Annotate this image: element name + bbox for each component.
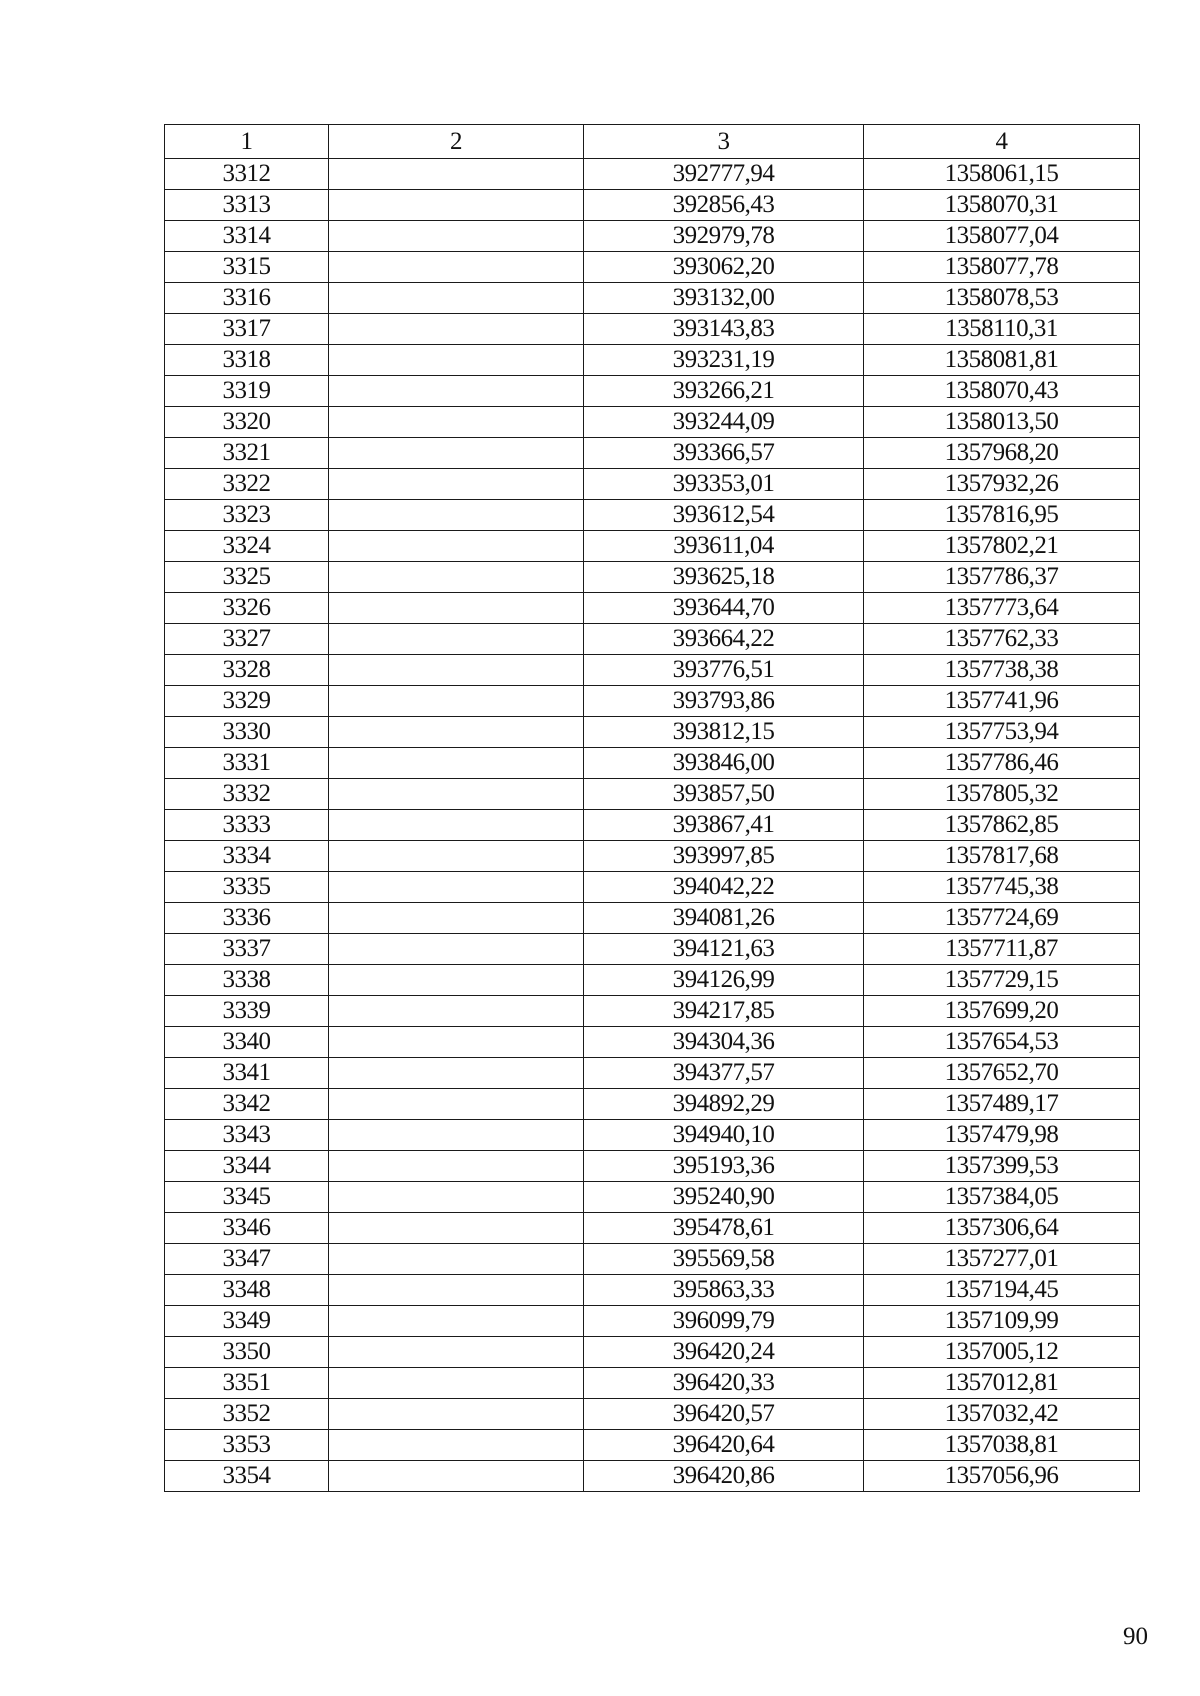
point-number-cell: 3316 <box>165 283 329 314</box>
table-row <box>165 1027 1140 1058</box>
coordinate-x-cell: 393793,86 <box>584 686 864 717</box>
column-2-cell <box>329 438 584 469</box>
coordinate-y-cell: 1358077,78 <box>864 252 1140 283</box>
coordinate-x-cell: 395863,33 <box>584 1275 864 1306</box>
coordinate-y-cell: 1358013,50 <box>864 407 1140 438</box>
point-number-cell: 3333 <box>165 810 329 841</box>
coordinate-y-cell: 1357012,81 <box>864 1368 1140 1399</box>
point-number-cell: 3334 <box>165 841 329 872</box>
table-row <box>165 965 1140 996</box>
coordinate-y-cell: 1357194,45 <box>864 1275 1140 1306</box>
coordinate-y-cell: 1357724,69 <box>864 903 1140 934</box>
table-row <box>165 810 1140 841</box>
column-2-cell <box>329 283 584 314</box>
coordinate-x-cell: 393366,57 <box>584 438 864 469</box>
column-2-cell <box>329 810 584 841</box>
column-2-cell <box>329 624 584 655</box>
table-row <box>165 903 1140 934</box>
coordinate-y-cell: 1357862,85 <box>864 810 1140 841</box>
table-row <box>165 1337 1140 1368</box>
coordinate-x-cell: 393846,00 <box>584 748 864 779</box>
coordinate-x-cell: 393143,83 <box>584 314 864 345</box>
coordinate-y-cell: 1357711,87 <box>864 934 1140 965</box>
column-header-3: 3 <box>584 125 864 159</box>
coordinate-y-cell: 1358078,53 <box>864 283 1140 314</box>
coordinate-x-cell: 394217,85 <box>584 996 864 1027</box>
column-2-cell <box>329 1244 584 1275</box>
column-2-cell <box>329 1213 584 1244</box>
point-number-cell: 3324 <box>165 531 329 562</box>
point-number-cell: 3351 <box>165 1368 329 1399</box>
coordinate-x-cell: 395240,90 <box>584 1182 864 1213</box>
point-number-cell: 3322 <box>165 469 329 500</box>
coordinate-y-cell: 1357654,53 <box>864 1027 1140 1058</box>
column-2-cell <box>329 965 584 996</box>
coordinate-y-cell: 1357032,42 <box>864 1399 1140 1430</box>
coordinate-y-cell: 1357738,38 <box>864 655 1140 686</box>
table-row <box>165 1461 1140 1492</box>
coordinate-x-cell: 394304,36 <box>584 1027 864 1058</box>
coordinate-y-cell: 1358077,04 <box>864 221 1140 252</box>
column-2-cell <box>329 1275 584 1306</box>
column-2-cell <box>329 903 584 934</box>
point-number-cell: 3332 <box>165 779 329 810</box>
coordinate-x-cell: 393857,50 <box>584 779 864 810</box>
column-2-cell <box>329 1430 584 1461</box>
coordinate-x-cell: 393132,00 <box>584 283 864 314</box>
point-number-cell: 3312 <box>165 159 329 190</box>
column-2-cell <box>329 500 584 531</box>
table-row <box>165 283 1140 314</box>
point-number-cell: 3320 <box>165 407 329 438</box>
column-2-cell <box>329 779 584 810</box>
coordinate-x-cell: 393266,21 <box>584 376 864 407</box>
coordinate-x-cell: 393062,20 <box>584 252 864 283</box>
table-row <box>165 1306 1140 1337</box>
point-number-cell: 3321 <box>165 438 329 469</box>
column-2-cell <box>329 407 584 438</box>
column-header-1: 1 <box>165 125 329 159</box>
table-row <box>165 624 1140 655</box>
coordinate-x-cell: 393997,85 <box>584 841 864 872</box>
table-row <box>165 531 1140 562</box>
coordinate-y-cell: 1357786,46 <box>864 748 1140 779</box>
point-number-cell: 3340 <box>165 1027 329 1058</box>
column-2-cell <box>329 1058 584 1089</box>
table-row <box>165 841 1140 872</box>
coordinate-x-cell: 392979,78 <box>584 221 864 252</box>
coordinate-y-cell: 1357753,94 <box>864 717 1140 748</box>
table-row <box>165 345 1140 376</box>
coordinate-x-cell: 394892,29 <box>584 1089 864 1120</box>
point-number-cell: 3352 <box>165 1399 329 1430</box>
coordinate-y-cell: 1358110,31 <box>864 314 1140 345</box>
column-2-cell <box>329 1337 584 1368</box>
point-number-cell: 3326 <box>165 593 329 624</box>
table-row <box>165 1182 1140 1213</box>
coordinate-x-cell: 395478,61 <box>584 1213 864 1244</box>
point-number-cell: 3327 <box>165 624 329 655</box>
table-row <box>165 500 1140 531</box>
point-number-cell: 3339 <box>165 996 329 1027</box>
point-number-cell: 3331 <box>165 748 329 779</box>
point-number-cell: 3343 <box>165 1120 329 1151</box>
table-row <box>165 1244 1140 1275</box>
coordinate-x-cell: 396420,57 <box>584 1399 864 1430</box>
point-number-cell: 3348 <box>165 1275 329 1306</box>
column-2-cell <box>329 686 584 717</box>
point-number-cell: 3328 <box>165 655 329 686</box>
table-row <box>165 376 1140 407</box>
point-number-cell: 3341 <box>165 1058 329 1089</box>
point-number-cell: 3337 <box>165 934 329 965</box>
table-row <box>165 1430 1140 1461</box>
coordinate-y-cell: 1357817,68 <box>864 841 1140 872</box>
table-body <box>165 159 1140 1492</box>
point-number-cell: 3349 <box>165 1306 329 1337</box>
table-row <box>165 1058 1140 1089</box>
point-number-cell: 3329 <box>165 686 329 717</box>
point-number-cell: 3344 <box>165 1151 329 1182</box>
table-header-row <box>165 125 1140 159</box>
coordinate-y-cell: 1357741,96 <box>864 686 1140 717</box>
table-row <box>165 221 1140 252</box>
column-2-cell <box>329 1120 584 1151</box>
table-row <box>165 593 1140 624</box>
coordinate-x-cell: 394042,22 <box>584 872 864 903</box>
column-2-cell <box>329 159 584 190</box>
table-row <box>165 1089 1140 1120</box>
table-row <box>165 748 1140 779</box>
table-row <box>165 190 1140 221</box>
column-2-cell <box>329 1089 584 1120</box>
table-row <box>165 314 1140 345</box>
column-2-cell <box>329 1151 584 1182</box>
coordinate-y-cell: 1357384,05 <box>864 1182 1140 1213</box>
table-row <box>165 562 1140 593</box>
coordinate-x-cell: 393625,18 <box>584 562 864 593</box>
coordinate-x-cell: 393812,15 <box>584 717 864 748</box>
coordinate-x-cell: 395193,36 <box>584 1151 864 1182</box>
coordinate-x-cell: 393664,22 <box>584 624 864 655</box>
column-2-cell <box>329 1399 584 1430</box>
point-number-cell: 3318 <box>165 345 329 376</box>
column-2-cell <box>329 593 584 624</box>
column-2-cell <box>329 252 584 283</box>
coordinate-y-cell: 1357277,01 <box>864 1244 1140 1275</box>
coordinate-y-cell: 1358081,81 <box>864 345 1140 376</box>
point-number-cell: 3345 <box>165 1182 329 1213</box>
table-row <box>165 655 1140 686</box>
column-2-cell <box>329 717 584 748</box>
column-2-cell <box>329 469 584 500</box>
table-row <box>165 438 1140 469</box>
table-row <box>165 1151 1140 1182</box>
coordinate-y-cell: 1357805,32 <box>864 779 1140 810</box>
table-row <box>165 1368 1140 1399</box>
table-row <box>165 686 1140 717</box>
column-2-cell <box>329 562 584 593</box>
table-row <box>165 159 1140 190</box>
coordinate-x-cell: 396420,86 <box>584 1461 864 1492</box>
coordinate-x-cell: 393867,41 <box>584 810 864 841</box>
column-2-cell <box>329 314 584 345</box>
point-number-cell: 3319 <box>165 376 329 407</box>
coordinate-x-cell: 393776,51 <box>584 655 864 686</box>
coordinate-y-cell: 1357489,17 <box>864 1089 1140 1120</box>
coordinate-x-cell: 392777,94 <box>584 159 864 190</box>
point-number-cell: 3323 <box>165 500 329 531</box>
coordinate-x-cell: 396420,33 <box>584 1368 864 1399</box>
point-number-cell: 3313 <box>165 190 329 221</box>
table-row <box>165 934 1140 965</box>
point-number-cell: 3315 <box>165 252 329 283</box>
coordinate-y-cell: 1357786,37 <box>864 562 1140 593</box>
coordinate-y-cell: 1357968,20 <box>864 438 1140 469</box>
column-2-cell <box>329 1306 584 1337</box>
coordinate-y-cell: 1357399,53 <box>864 1151 1140 1182</box>
column-2-cell <box>329 1027 584 1058</box>
table-row <box>165 872 1140 903</box>
point-number-cell: 3314 <box>165 221 329 252</box>
table-row <box>165 1275 1140 1306</box>
coordinate-x-cell: 393611,04 <box>584 531 864 562</box>
coordinate-y-cell: 1357306,64 <box>864 1213 1140 1244</box>
column-2-cell <box>329 1461 584 1492</box>
table-row <box>165 779 1140 810</box>
coordinate-y-cell: 1357729,15 <box>864 965 1140 996</box>
table-row <box>165 407 1140 438</box>
coordinate-x-cell: 393244,09 <box>584 407 864 438</box>
table-row <box>165 1399 1140 1430</box>
coordinate-y-cell: 1357762,33 <box>864 624 1140 655</box>
coordinate-x-cell: 394126,99 <box>584 965 864 996</box>
coordinate-x-cell: 396420,64 <box>584 1430 864 1461</box>
coordinate-x-cell: 392856,43 <box>584 190 864 221</box>
point-number-cell: 3350 <box>165 1337 329 1368</box>
point-number-cell: 3347 <box>165 1244 329 1275</box>
point-number-cell: 3336 <box>165 903 329 934</box>
coordinate-y-cell: 1357109,99 <box>864 1306 1140 1337</box>
coordinates-table <box>164 124 1140 1492</box>
table-row <box>165 996 1140 1027</box>
coordinate-y-cell: 1357802,21 <box>864 531 1140 562</box>
coordinate-x-cell: 393612,54 <box>584 500 864 531</box>
point-number-cell: 3317 <box>165 314 329 345</box>
column-2-cell <box>329 376 584 407</box>
column-2-cell <box>329 934 584 965</box>
column-header-4: 4 <box>864 125 1140 159</box>
coordinate-x-cell: 395569,58 <box>584 1244 864 1275</box>
coordinate-x-cell: 393353,01 <box>584 469 864 500</box>
coordinate-y-cell: 1358070,31 <box>864 190 1140 221</box>
column-2-cell <box>329 996 584 1027</box>
coordinate-y-cell: 1357932,26 <box>864 469 1140 500</box>
coordinate-y-cell: 1358070,43 <box>864 376 1140 407</box>
point-number-cell: 3325 <box>165 562 329 593</box>
coordinate-y-cell: 1357699,20 <box>864 996 1140 1027</box>
coordinate-y-cell: 1357056,96 <box>864 1461 1140 1492</box>
coordinate-y-cell: 1357038,81 <box>864 1430 1140 1461</box>
column-2-cell <box>329 872 584 903</box>
column-2-cell <box>329 221 584 252</box>
coordinate-x-cell: 394121,63 <box>584 934 864 965</box>
coordinate-y-cell: 1357005,12 <box>864 1337 1140 1368</box>
column-2-cell <box>329 1368 584 1399</box>
point-number-cell: 3346 <box>165 1213 329 1244</box>
coordinate-x-cell: 394377,57 <box>584 1058 864 1089</box>
coordinate-x-cell: 394081,26 <box>584 903 864 934</box>
column-2-cell <box>329 841 584 872</box>
page-number: 90 <box>1123 1623 1148 1650</box>
table-row <box>165 469 1140 500</box>
column-2-cell <box>329 748 584 779</box>
point-number-cell: 3330 <box>165 717 329 748</box>
table-row <box>165 1213 1140 1244</box>
column-2-cell <box>329 531 584 562</box>
coordinate-y-cell: 1357479,98 <box>864 1120 1140 1151</box>
point-number-cell: 3335 <box>165 872 329 903</box>
table-row <box>165 252 1140 283</box>
coordinate-y-cell: 1357652,70 <box>864 1058 1140 1089</box>
point-number-cell: 3338 <box>165 965 329 996</box>
table-row <box>165 717 1140 748</box>
coordinate-y-cell: 1357745,38 <box>864 872 1140 903</box>
coordinate-x-cell: 393644,70 <box>584 593 864 624</box>
table-row <box>165 1120 1140 1151</box>
coordinate-x-cell: 394940,10 <box>584 1120 864 1151</box>
coordinate-x-cell: 396099,79 <box>584 1306 864 1337</box>
column-2-cell <box>329 190 584 221</box>
coordinate-x-cell: 393231,19 <box>584 345 864 376</box>
column-2-cell <box>329 1182 584 1213</box>
coordinate-y-cell: 1358061,15 <box>864 159 1140 190</box>
column-2-cell <box>329 345 584 376</box>
column-2-cell <box>329 655 584 686</box>
column-header-2: 2 <box>329 125 584 159</box>
point-number-cell: 3342 <box>165 1089 329 1120</box>
coordinate-y-cell: 1357816,95 <box>864 500 1140 531</box>
coordinate-x-cell: 396420,24 <box>584 1337 864 1368</box>
point-number-cell: 3353 <box>165 1430 329 1461</box>
point-number-cell: 3354 <box>165 1461 329 1492</box>
coordinate-y-cell: 1357773,64 <box>864 593 1140 624</box>
